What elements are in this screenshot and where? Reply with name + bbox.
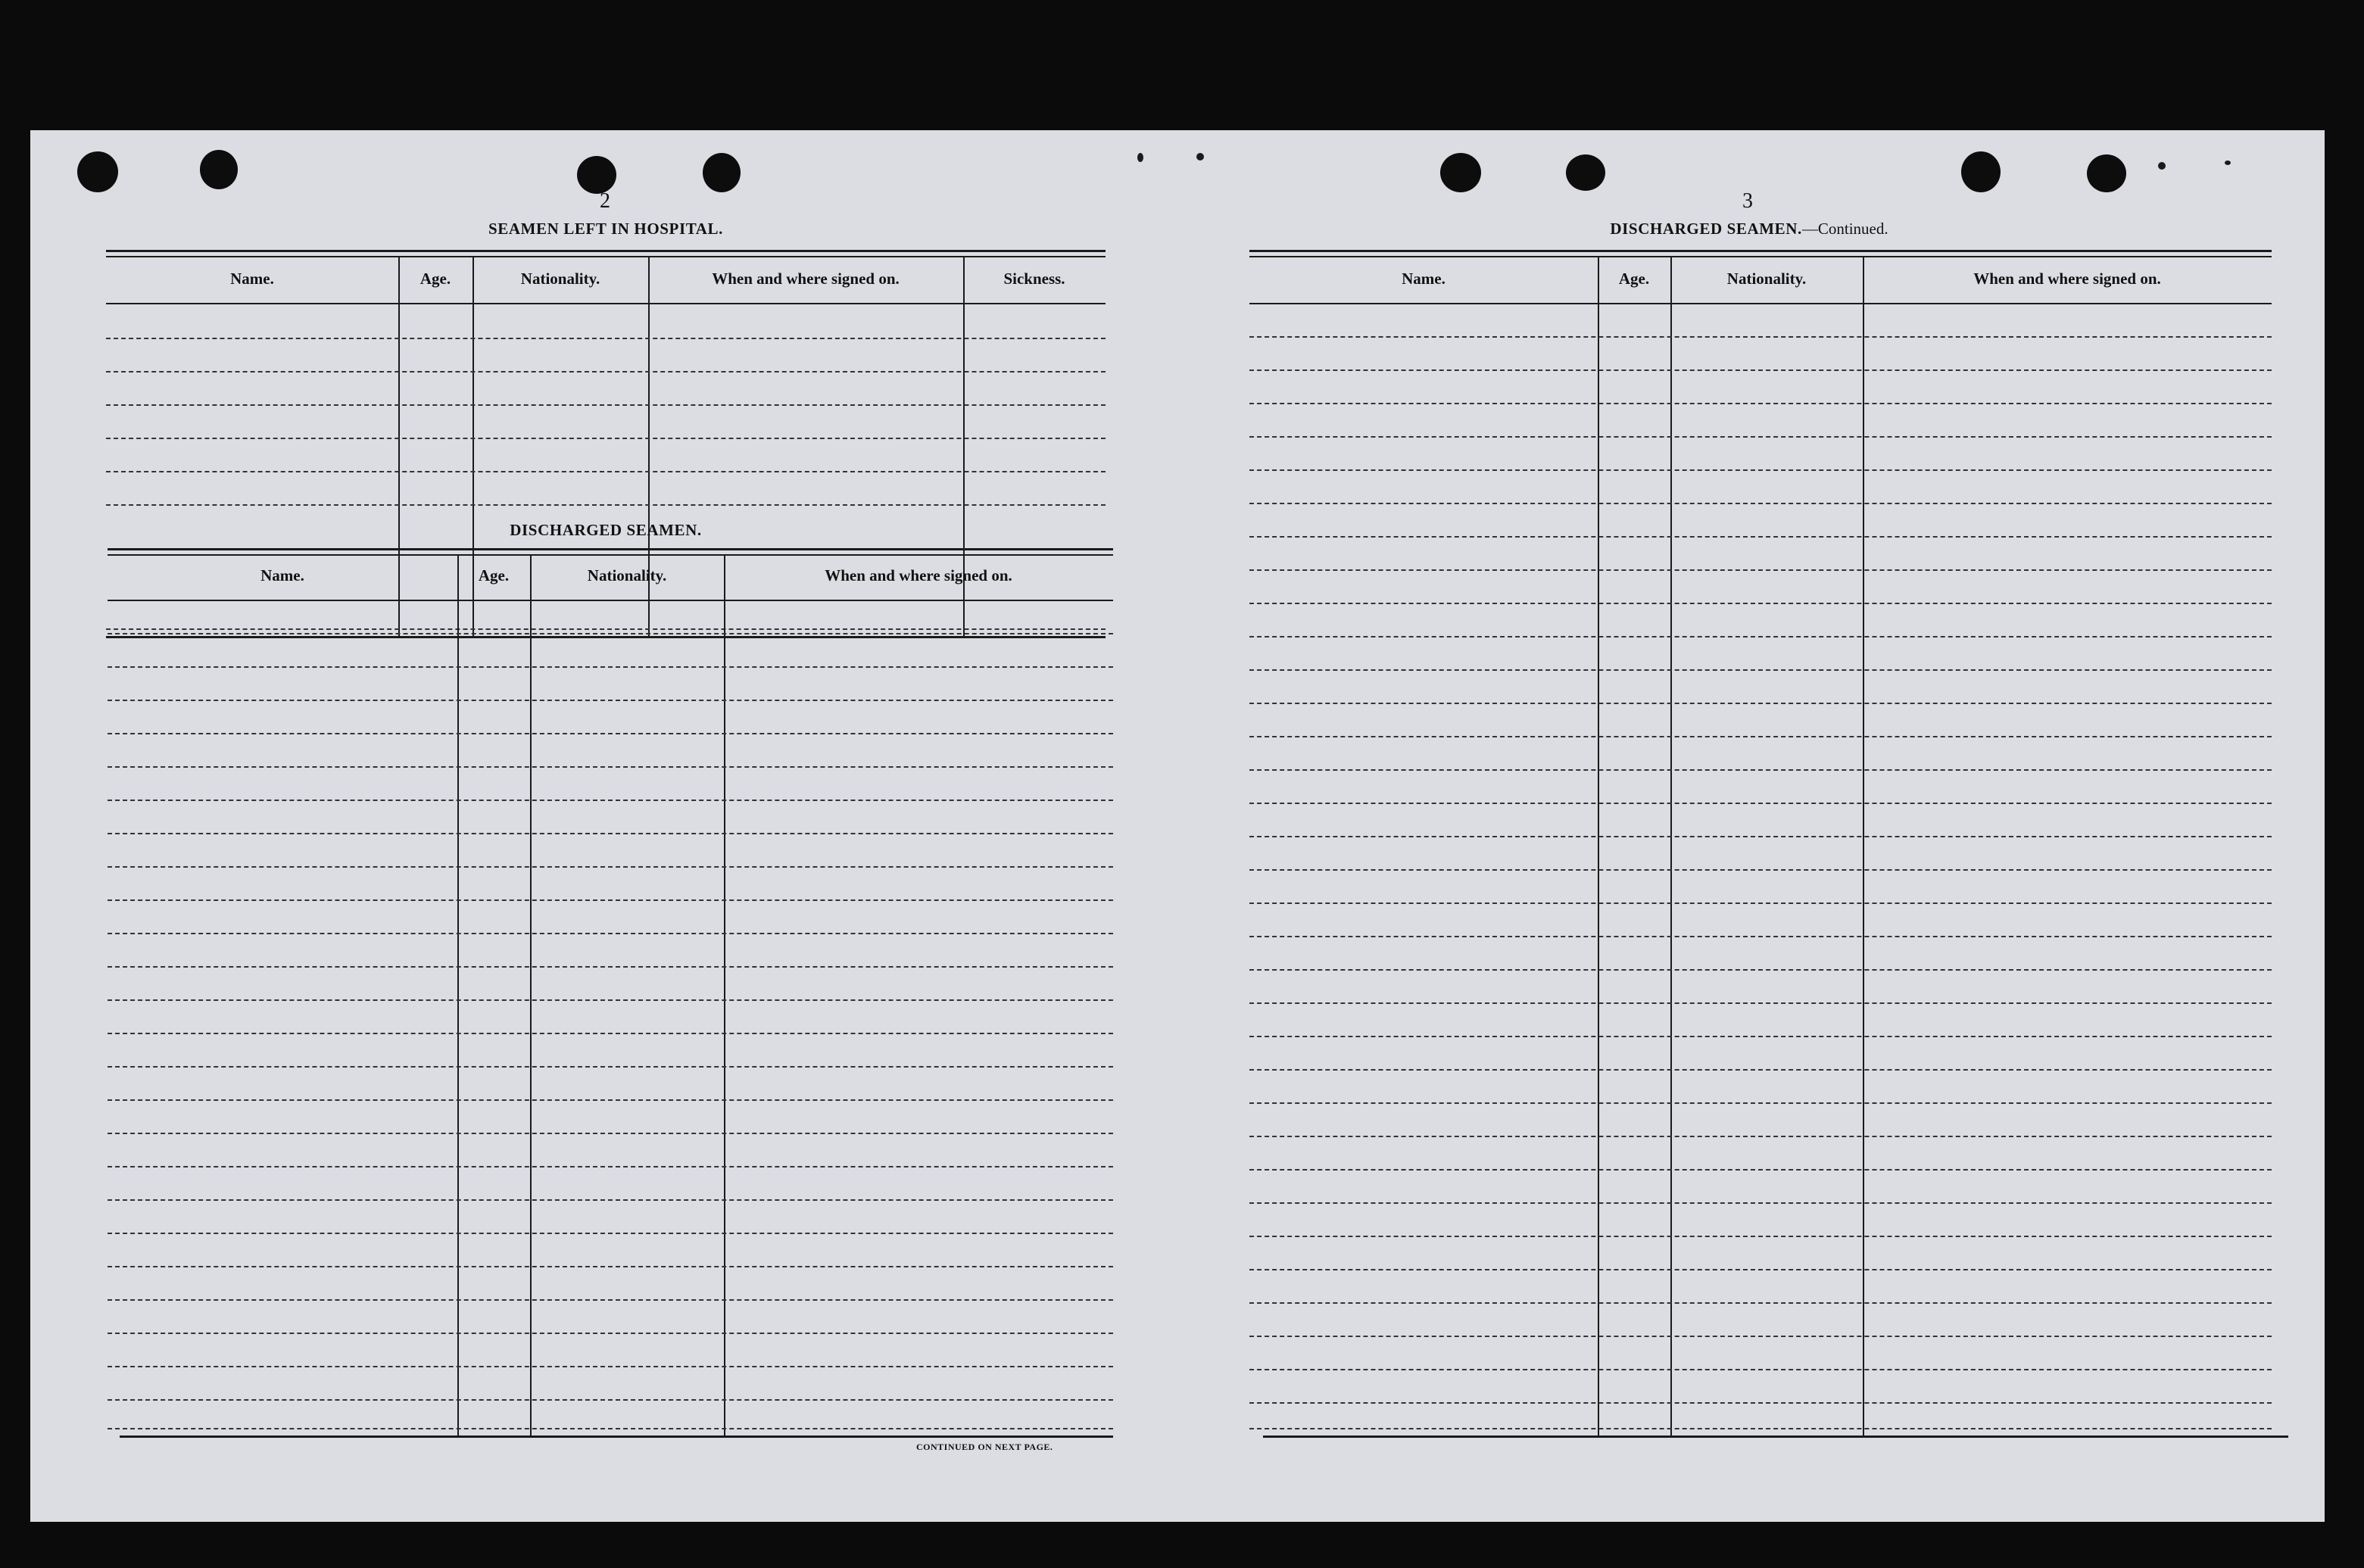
table-row xyxy=(108,1399,1113,1401)
table-row xyxy=(1249,1002,2272,1005)
hospital-section-title: SEAMEN LEFT IN HOSPITAL. xyxy=(488,220,724,238)
ink-speck xyxy=(2225,161,2231,165)
table-row xyxy=(1249,1169,2272,1171)
table-row xyxy=(1249,736,2272,738)
table-row xyxy=(106,438,1106,440)
ink-speck xyxy=(1196,153,1204,161)
table-row xyxy=(106,404,1106,407)
table-row xyxy=(1249,902,2272,905)
discharged-header-nationality: Nationality. xyxy=(587,566,667,584)
punch-hole xyxy=(77,151,118,192)
table-row xyxy=(108,1233,1113,1235)
right-header-signed-on: When and where signed on. xyxy=(1973,270,2161,288)
table-row xyxy=(1249,569,2272,572)
table-row xyxy=(108,866,1113,868)
table-row xyxy=(1249,936,2272,938)
discharged-continued-title-main: DISCHARGED SEAMEN. xyxy=(1610,220,1802,238)
table-row xyxy=(108,966,1113,968)
table-row xyxy=(1249,1402,2272,1404)
table-row xyxy=(1249,1136,2272,1138)
table-row xyxy=(1249,1369,2272,1371)
continued-note: CONTINUED ON NEXT PAGE. xyxy=(916,1442,1053,1452)
discharged-header-name: Name. xyxy=(260,566,304,584)
table-row xyxy=(108,899,1113,902)
table-row xyxy=(108,1333,1113,1335)
punch-hole xyxy=(1961,151,2001,192)
right-header-nationality: Nationality. xyxy=(1726,270,1807,288)
discharged-header-signed-on: When and where signed on. xyxy=(825,566,1012,584)
table-row xyxy=(1249,869,2272,871)
discharged-header-age: Age. xyxy=(478,566,510,584)
table-row xyxy=(106,338,1106,340)
table-row xyxy=(1249,703,2272,705)
table-row xyxy=(1249,1336,2272,1338)
punch-hole xyxy=(703,153,741,192)
table-row xyxy=(1249,803,2272,805)
table-row xyxy=(1249,1069,2272,1071)
table-row xyxy=(1249,969,2272,971)
table-row xyxy=(108,1199,1113,1202)
table-row xyxy=(1249,403,2272,405)
punch-hole xyxy=(1566,154,1605,191)
hospital-header-age: Age. xyxy=(419,270,451,288)
ink-speck xyxy=(1137,153,1143,162)
table-row xyxy=(108,1099,1113,1102)
punch-hole xyxy=(2087,154,2126,192)
table-row xyxy=(108,833,1113,835)
discharged-table-left xyxy=(108,548,1113,1436)
table-row xyxy=(108,1299,1113,1301)
discharged-table-right xyxy=(1249,250,2272,1436)
punch-hole xyxy=(1440,153,1481,192)
table-row xyxy=(108,1033,1113,1035)
bottom-rule-right xyxy=(1263,1436,2288,1438)
table-row xyxy=(1249,1269,2272,1271)
table-row xyxy=(1249,636,2272,638)
table-row xyxy=(108,1366,1113,1368)
discharged-continued-title-sub: —Continued. xyxy=(1801,220,1888,238)
table-row xyxy=(108,1066,1113,1068)
table-row xyxy=(1249,1102,2272,1105)
table-row xyxy=(108,1166,1113,1168)
right-header-age: Age. xyxy=(1618,270,1650,288)
hospital-header-signed-on: When and where signed on. xyxy=(712,270,900,288)
table-row xyxy=(1249,503,2272,505)
table-row xyxy=(1249,1428,2272,1430)
hospital-header-sickness: Sickness. xyxy=(1003,270,1065,288)
punch-hole xyxy=(200,150,238,189)
page-number-right: 3 xyxy=(1742,189,1753,213)
table-row xyxy=(106,371,1106,373)
table-row xyxy=(1249,469,2272,472)
table-row xyxy=(108,733,1113,735)
table-row xyxy=(108,633,1113,635)
table-row xyxy=(1249,1302,2272,1305)
table-row xyxy=(108,1266,1113,1268)
table-row xyxy=(1249,536,2272,538)
table-row xyxy=(1249,669,2272,672)
table-row xyxy=(108,999,1113,1002)
table-row xyxy=(108,666,1113,669)
table-row xyxy=(1249,369,2272,372)
bottom-rule-left xyxy=(120,1436,1113,1438)
table-row xyxy=(108,766,1113,768)
table-row xyxy=(106,471,1106,473)
table-row xyxy=(1249,336,2272,338)
table-row xyxy=(106,504,1106,507)
page-number-left: 2 xyxy=(600,189,610,213)
punch-hole xyxy=(577,156,616,194)
table-row xyxy=(1249,1036,2272,1038)
right-header-name: Name. xyxy=(1402,270,1446,288)
table-row xyxy=(108,1133,1113,1135)
table-row xyxy=(108,800,1113,802)
table-row xyxy=(1249,436,2272,438)
table-row xyxy=(1249,1202,2272,1205)
discharged-continued-title xyxy=(1514,220,1984,238)
table-row xyxy=(1249,603,2272,605)
table-row xyxy=(108,1428,1113,1430)
table-row xyxy=(108,933,1113,935)
hospital-header-nationality: Nationality. xyxy=(520,270,600,288)
table-row xyxy=(1249,769,2272,772)
table-row xyxy=(108,700,1113,702)
ledger-sheet xyxy=(30,130,2325,1522)
ink-speck xyxy=(2158,162,2166,170)
discharged-section-title: DISCHARGED SEAMEN. xyxy=(510,521,702,539)
table-row xyxy=(1249,1236,2272,1238)
hospital-header-name: Name. xyxy=(230,270,274,288)
table-row xyxy=(1249,836,2272,838)
